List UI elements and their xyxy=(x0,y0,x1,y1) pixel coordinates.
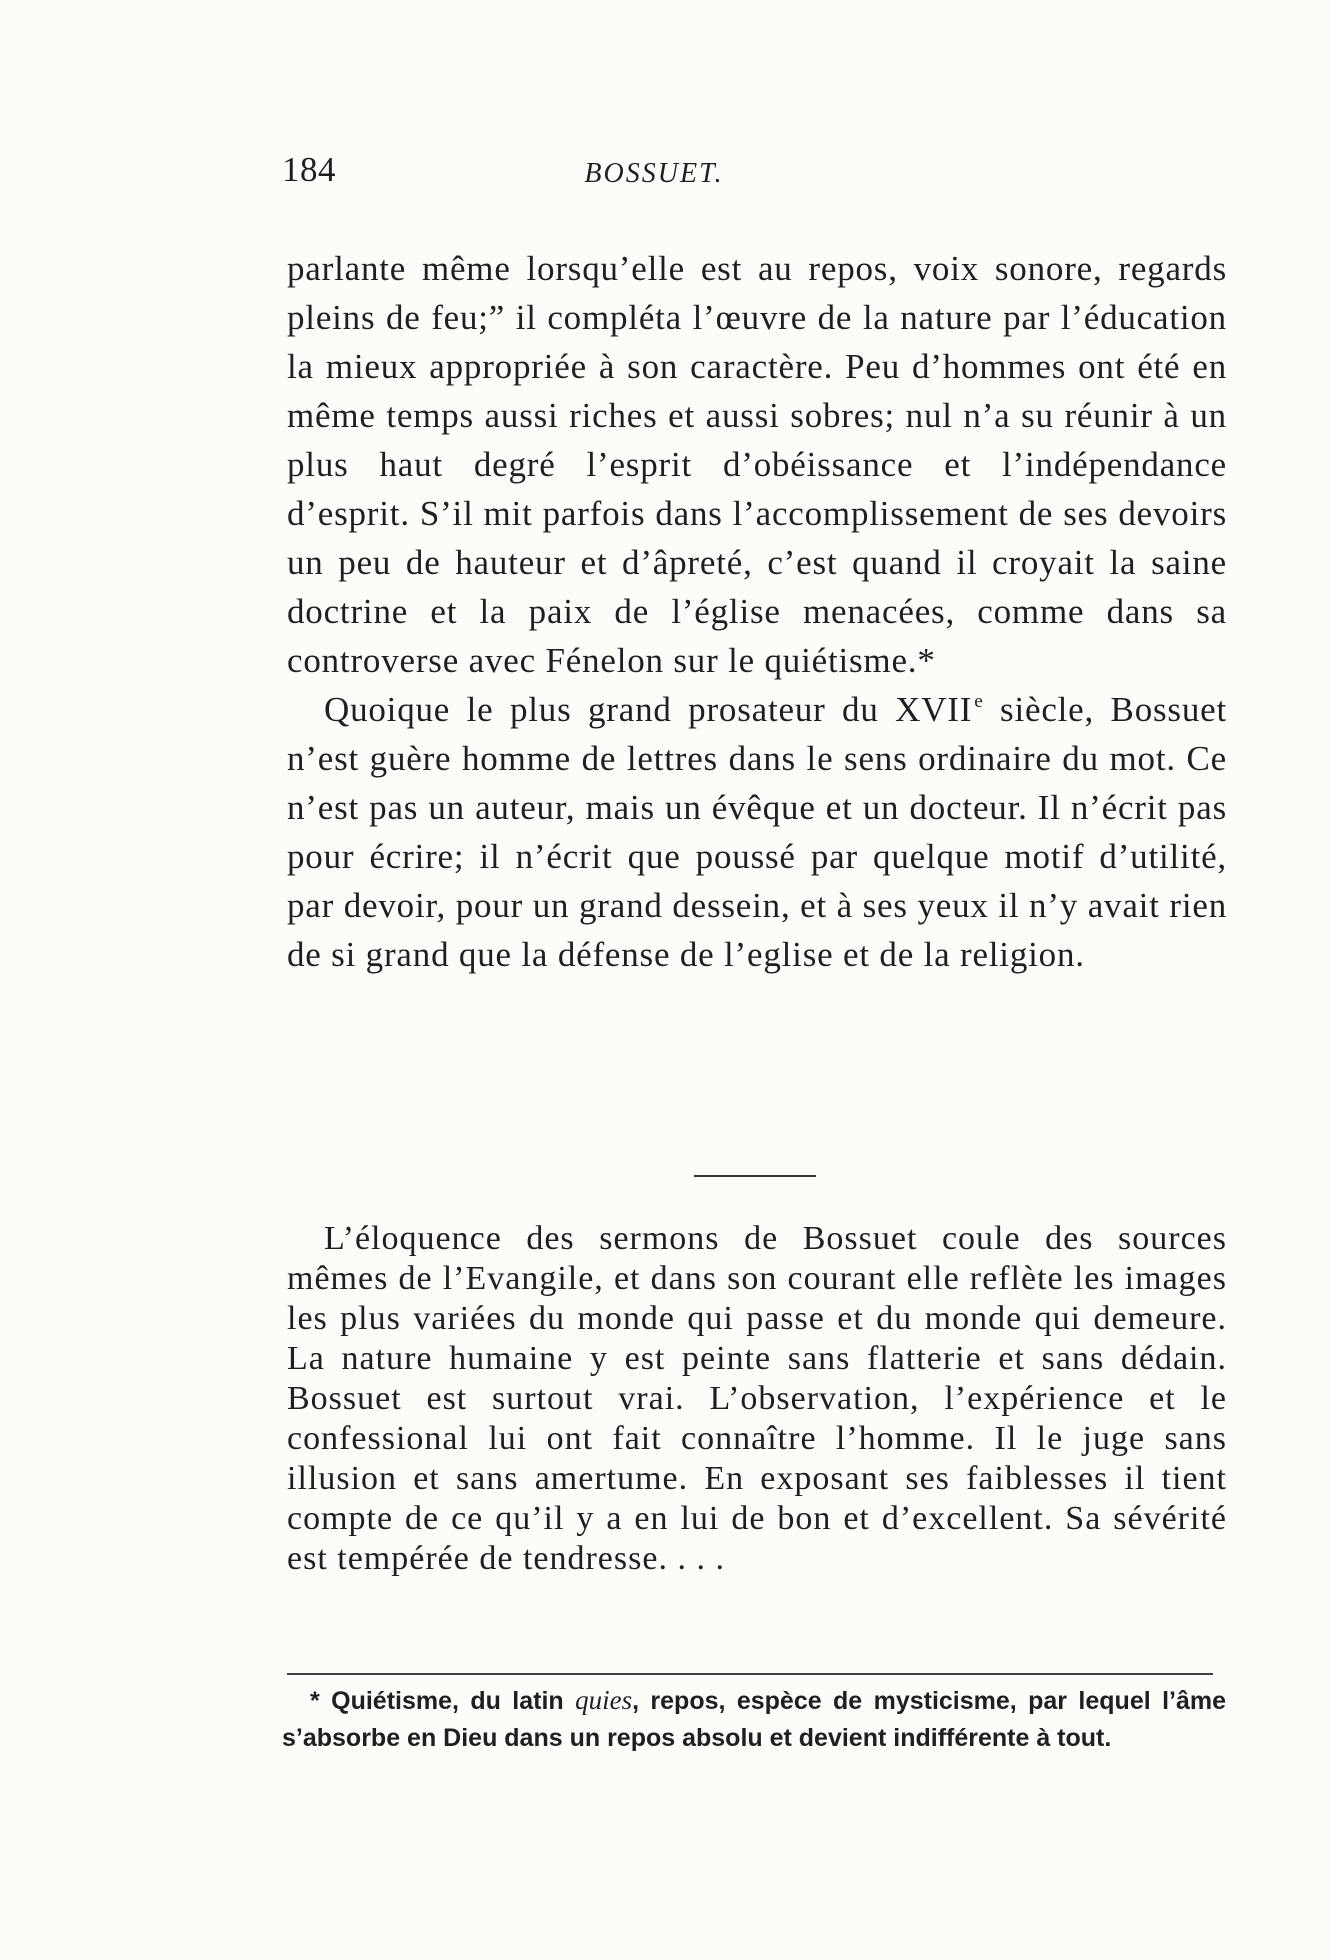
century-superscript: e xyxy=(974,690,984,712)
quoted-paragraph: L’éloquence des sermons de Bossuet coule des sources mêmes de l’Evangile, et dans son courant elle reflète les images les plus variées du monde qui passe et du monde qui demeure. La nature humaine y est peinte sans flatterie et sans dédain. Bossuet est surtout vrai. L’observation, l’expérience et le confessional lui ont fait connaître l’homme. Il le juge sans illusion et sans amertume. En exposant ses faiblesses il tient compte de ce qu’il y a en lui de bon et d’excellent. Sa sévérité est tempérée de tendresse. . . . xyxy=(287,1220,1227,1577)
running-head: BOSSUET. xyxy=(584,158,724,189)
page-header xyxy=(282,150,872,200)
main-text xyxy=(287,244,1227,979)
paragraph-2-start: Quoique le plus grand prosateur du XVII xyxy=(324,690,973,729)
page-number: 184 xyxy=(282,150,336,189)
footnote-paragraph xyxy=(282,1682,1226,1757)
section-separator xyxy=(694,1175,816,1177)
paragraph-2 xyxy=(287,685,1227,979)
quoted-passage xyxy=(287,1219,1227,1579)
footnote xyxy=(282,1682,1226,1757)
latin-term: quies xyxy=(575,1685,633,1715)
footnote-rule xyxy=(287,1673,1213,1675)
footnote-text-start: * Quiétisme, du latin xyxy=(310,1687,576,1715)
paragraph-2-end: siècle, Bossuet n’est guère homme de lettres dans le sens ordinaire du mot. Ce n’est pas un auteur, mais un évêque et un docteur. Il n’écrit pas pour écrire; il n’écrit que poussé par quelque motif d’utilité, par devoir, pour un grand dessein, et à ses yeux il n’y avait rien de si grand que la défense de l’eglise et de la religion. xyxy=(287,690,1227,974)
footnote-text-end: , repos, espèce de mysticisme, par lequel l’âme s’absorbe en Dieu dans un repos absolu et devient indifférente à tout. xyxy=(282,1687,1226,1752)
paragraph-1: parlante même lorsqu’elle est au repos, voix sonore, regards pleins de feu;” il compléta l’œuvre de la nature par l’éducation la mieux appropriée à son caractère. Peu d’hommes ont été en même temps aussi riches et aussi sobres; nul n’a su réunir à un plus haut degré l’esprit d’obéissance et l’indépendance d’esprit. S’il mit parfois dans l’accomplissement de ses devoirs un peu de hauteur et d’âpreté, c’est quand il croyait la saine doctrine et la paix de l’église menacées, comme dans sa controverse avec Fénelon sur le quiétisme.* xyxy=(287,249,1227,680)
